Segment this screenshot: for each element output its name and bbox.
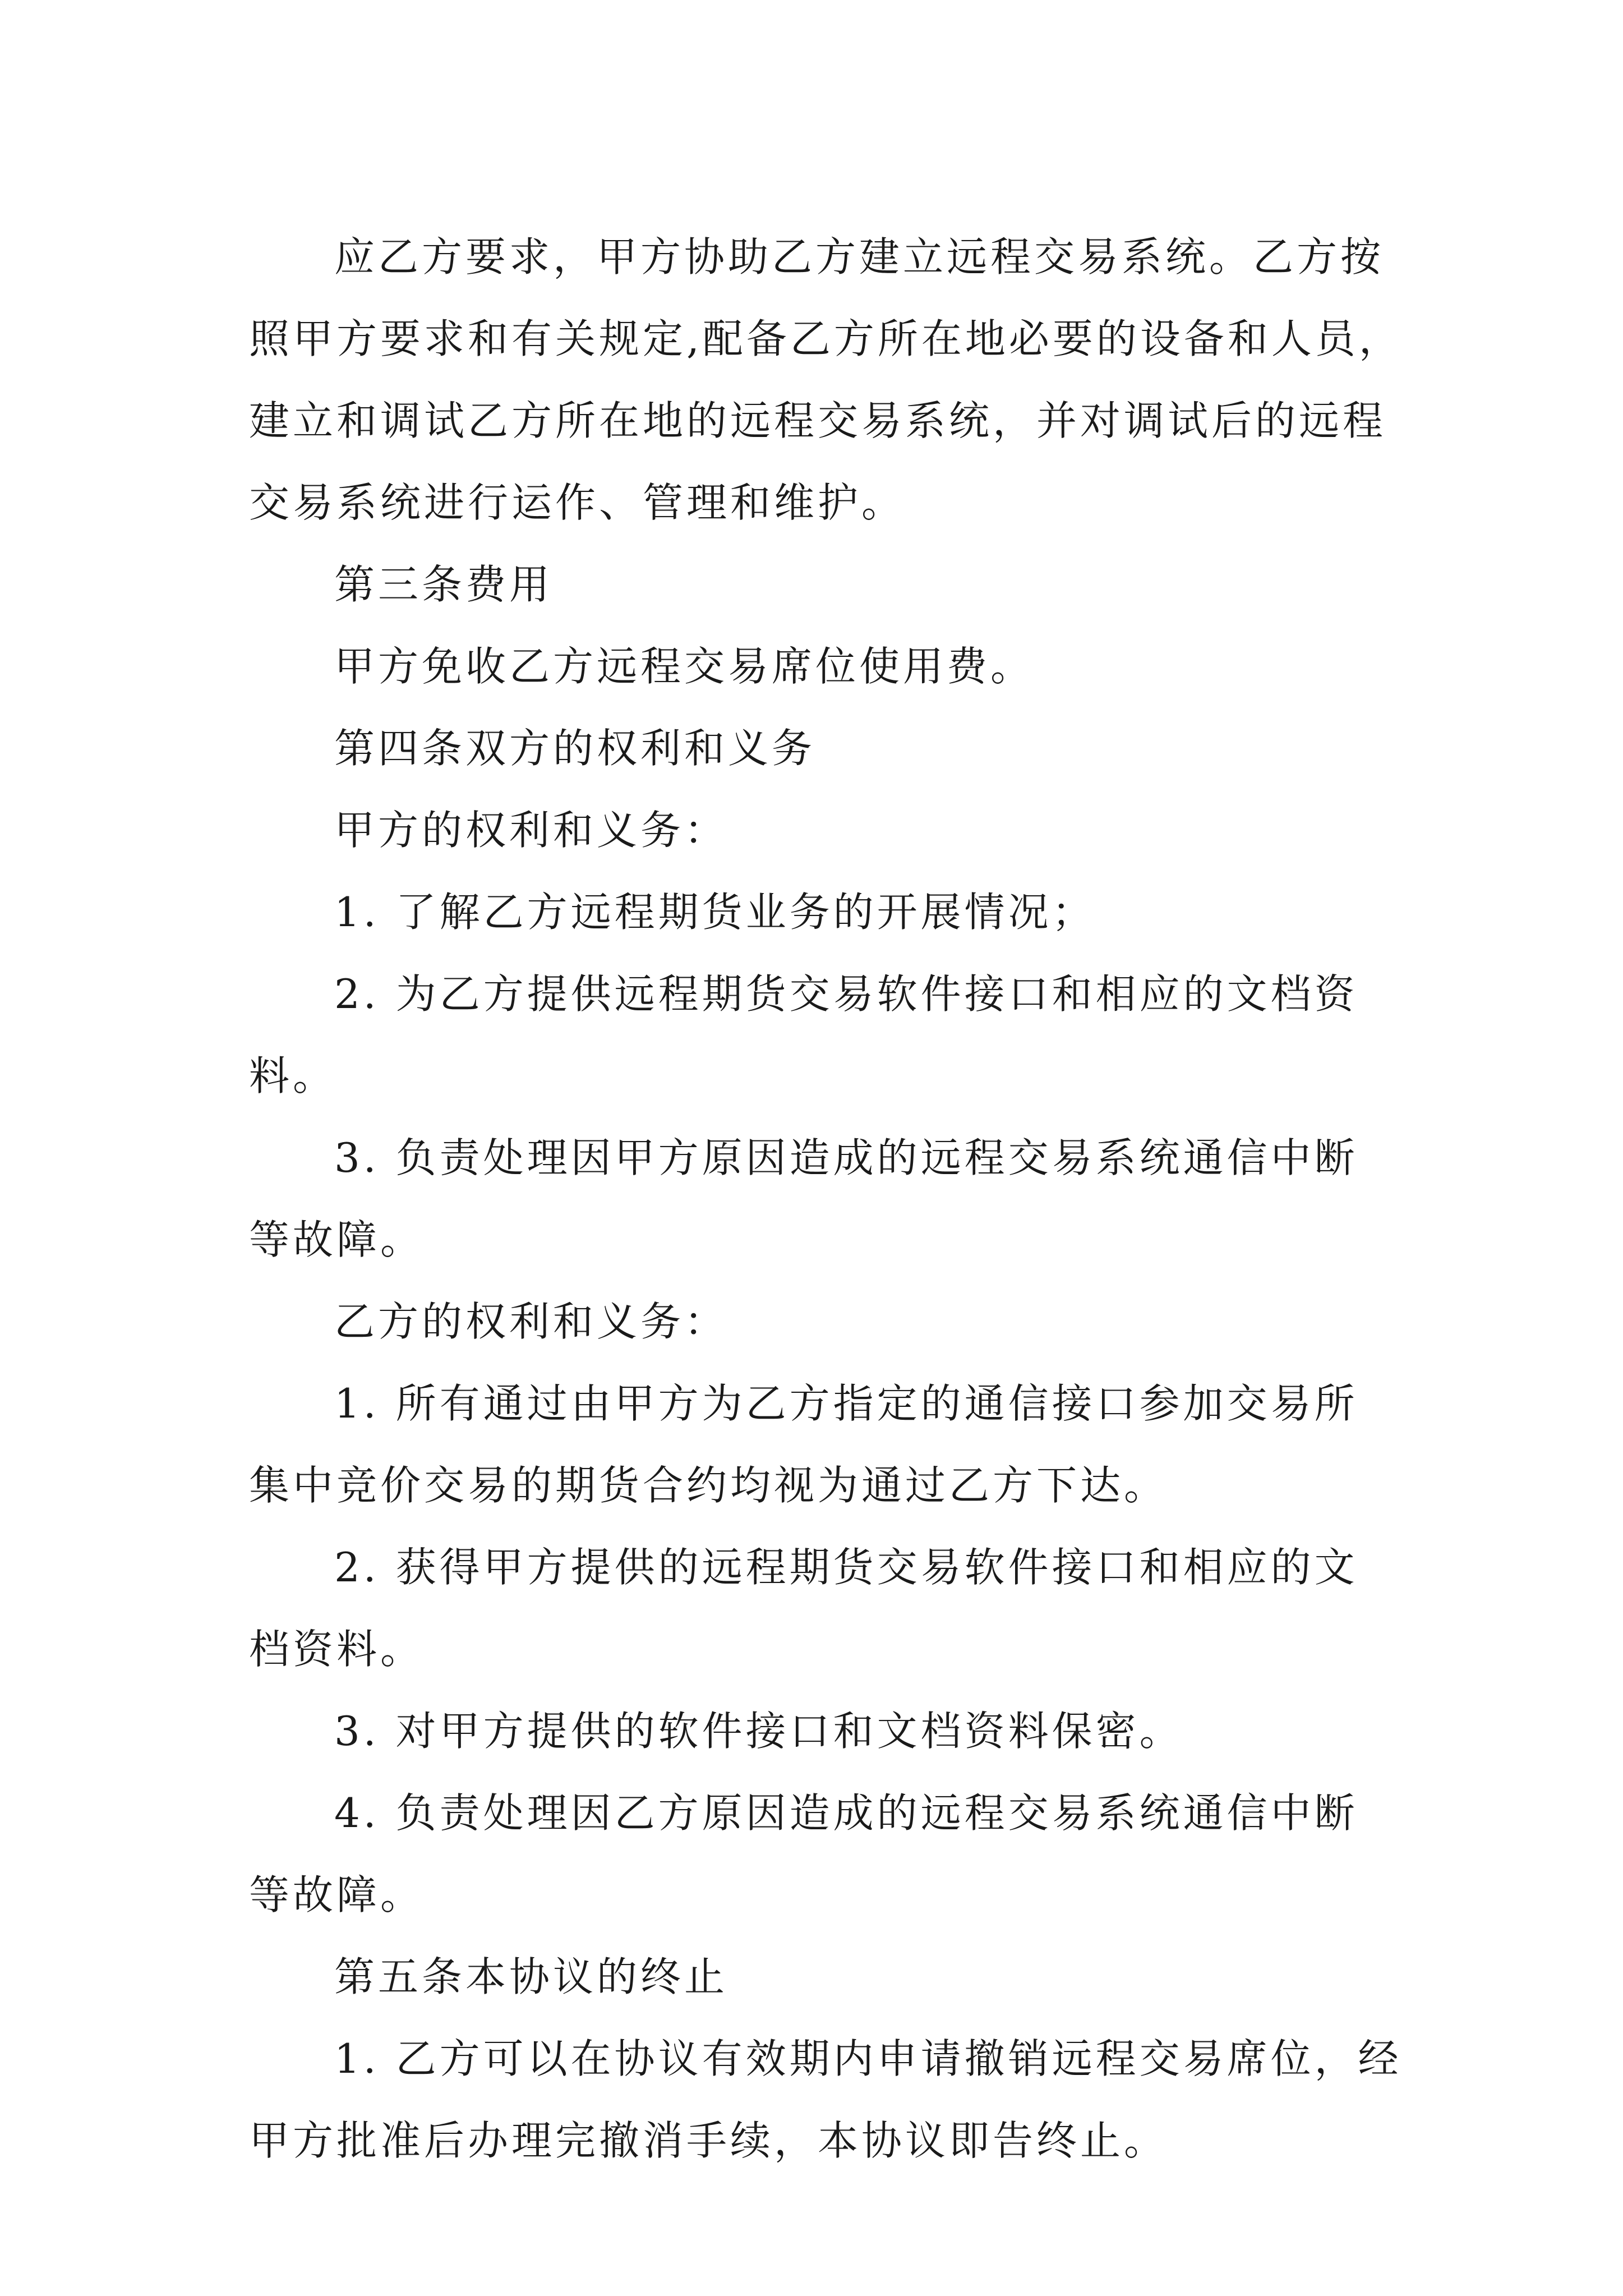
- section-heading: 第三条费用: [334, 561, 554, 608]
- subsection-heading: 甲方的权利和义务：: [334, 807, 728, 854]
- list-item-continuation: 集中竞价交易的期货合约均视为通过乙方下达。: [249, 1462, 1168, 1509]
- list-item-continuation: 料。: [249, 1052, 337, 1099]
- paragraph-line: 建立和调试乙方所在地的远程交易系统，并对调试后的远程: [249, 397, 1387, 444]
- list-item-continuation: 等故障。: [249, 1871, 425, 1918]
- list-item: 4. 负责处理因乙方原因造成的远程交易系统通信中断: [334, 1789, 1358, 1837]
- list-item: 1. 乙方可以在协议有效期内申请撤销远程交易席位，经: [334, 2035, 1402, 2082]
- paragraph-line: 应乙方要求，甲方协助乙方建立远程交易系统。乙方按: [334, 233, 1385, 280]
- list-item: 2. 为乙方提供远程期货交易软件接口和相应的文档资: [334, 970, 1358, 1018]
- section-heading: 第四条双方的权利和义务: [334, 725, 816, 772]
- paragraph-line: 甲方免收乙方远程交易席位使用费。: [334, 643, 1035, 690]
- document-body: [249, 216, 1403, 2182]
- paragraph-line: 交易系统进行运作、管理和维护。: [249, 479, 906, 526]
- list-item: 3. 负责处理因甲方原因造成的远程交易系统通信中断: [334, 1134, 1358, 1181]
- list-item: 1. 所有通过由甲方为乙方指定的通信接口参加交易所: [334, 1380, 1358, 1427]
- paragraph-line: 照甲方要求和有关规定,配备乙方所在地必要的设备和人员，: [249, 315, 1403, 362]
- section-heading: 第五条本协议的终止: [334, 1953, 728, 2000]
- subsection-heading: 乙方的权利和义务：: [334, 1298, 728, 1345]
- list-item-continuation: 档资料。: [249, 1626, 425, 1673]
- list-item: 3. 对甲方提供的软件接口和文档资料保密。: [334, 1708, 1183, 1755]
- list-item-continuation: 甲方批准后办理完撤消手续，本协议即告终止。: [249, 2117, 1168, 2164]
- list-item: 2. 获得甲方提供的远程期货交易软件接口和相应的文: [334, 1544, 1358, 1591]
- list-item-continuation: 等故障。: [249, 1216, 425, 1263]
- list-item: 1. 了解乙方远程期货业务的开展情况；: [334, 889, 1096, 936]
